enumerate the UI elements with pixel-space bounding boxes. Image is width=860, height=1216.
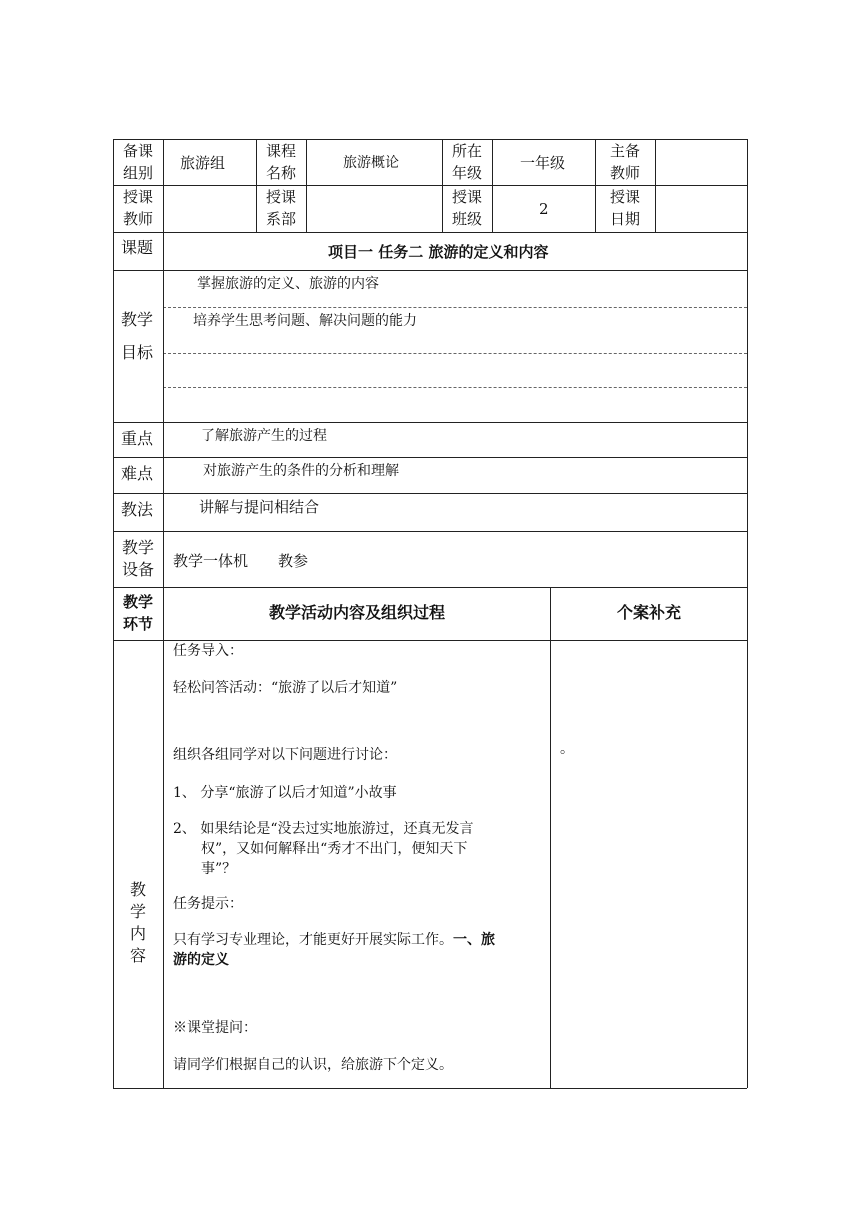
supplement-header: 个案补充 [616, 603, 681, 622]
date-label: 授课 日期 [609, 188, 640, 228]
main-teacher-label: 主备 教师 [609, 142, 640, 182]
method-label: 教法 [121, 500, 154, 519]
ask-text: 请同学们根据自己的认识，给旅游下个定义。 [173, 1057, 453, 1073]
classroom-question: ※课堂提问： [173, 1020, 257, 1036]
theory-line-1 [173, 929, 495, 951]
content-label-char: 教 [129, 880, 146, 899]
equipment-value: 教学一体机 教参 [173, 552, 309, 570]
theory-bold: 一、旅 [453, 932, 495, 948]
focus-value: 了解旅游产生的过程 [201, 428, 327, 444]
class-label: 授课 班级 [451, 188, 482, 228]
task-intro: 任务导入： [173, 643, 243, 659]
theory-line-2: 游的定义 [173, 952, 229, 968]
grade-label: 所在 年级 [451, 142, 482, 182]
focus-label: 重点 [121, 429, 154, 448]
objectives-label-2: 目标 [121, 343, 154, 362]
group-value: 旅游组 [180, 154, 226, 172]
organize-text: 组织各组同学对以下问题进行讨论： [173, 747, 397, 763]
objectives-label-1: 教学 [121, 310, 154, 329]
difficulty-value: 对旅游产生的条件的分析和理解 [203, 463, 399, 479]
activity-header: 教学活动内容及组织过程 [268, 603, 445, 622]
group-label: 备课 组别 [122, 142, 153, 182]
dept-label: 授课 系部 [265, 188, 296, 228]
content-label-char: 容 [129, 946, 146, 965]
method-value: 讲解与提问相结合 [199, 498, 320, 516]
topic-label: 课题 [121, 238, 154, 257]
question-2-line: 事”？ [201, 861, 237, 877]
objective-item: 掌握旅游的定义、旅游的内容 [197, 276, 379, 292]
question-2-line: 2、 如果结论是“没去过实地旅游过，还真无发言 [173, 821, 474, 837]
grade-value: 一年级 [520, 154, 566, 172]
course-label: 课程 名称 [265, 142, 296, 182]
objective-item: 培养学生思考问题、解决问题的能力 [193, 313, 417, 329]
question-2-line: 权”，又如何解释出“秀才不出门，便知天下 [201, 841, 468, 857]
hint-label: 任务提示： [173, 896, 243, 912]
course-value: 旅游概论 [343, 155, 399, 171]
topic-value: 项目一 任务二 旅游的定义和内容 [328, 243, 549, 261]
qa-activity: 轻松问答活动：“旅游了以后才知道” [173, 680, 398, 696]
content-label-char: 内 [129, 924, 146, 943]
supplement-mark: 。 [560, 741, 574, 757]
difficulty-label: 难点 [121, 464, 154, 483]
content-label-char: 学 [129, 902, 146, 921]
class-value: 2 [539, 200, 549, 218]
equipment-label: 教学 设备 [121, 538, 154, 579]
process-label: 教学 环节 [122, 593, 153, 633]
teacher-label: 授课 教师 [122, 188, 153, 228]
theory-plain: 只有学习专业理论，才能更好开展实际工作。 [173, 932, 453, 948]
question-1: 1、 分享“旅游了以后才知道”小故事 [173, 785, 397, 801]
